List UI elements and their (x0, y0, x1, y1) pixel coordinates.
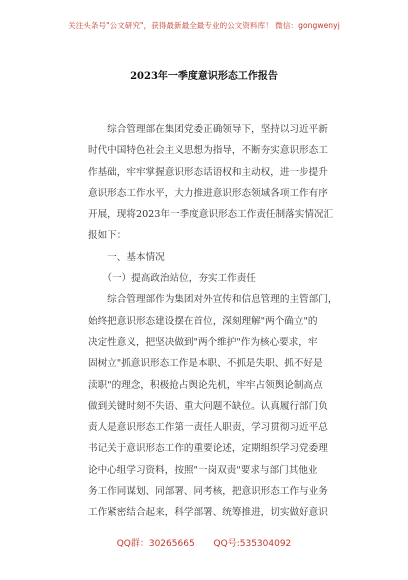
subsection-heading: （一）提高政治站位，夯实工作责任 (88, 273, 256, 285)
body-line: 务工作同谋划、同部署、同考核，把意识形态工作与业务 (88, 486, 328, 498)
body-line: 工作紧密结合起来，科学部署、统筹推进，切实做好意识 (88, 507, 328, 519)
body-line: 综合管理部作为集团对外宣传和信息管理的主管部门， (88, 294, 338, 306)
contact-footer (0, 536, 408, 549)
body-line: 书记关于意识形态工作的重要论述，定期组织学习党委理 (88, 443, 328, 455)
body-line: 开展，现将2023年一季度意识形态工作责任制落实情况汇 (88, 209, 334, 221)
body-line: 始终把意识形态建设摆在首位，深刻理解"两个确立"的 (88, 315, 318, 327)
promo-header: 关注头条号"公文研究"，获得最新最全最专业的公文资料库！ 微信：gongwenyj (68, 21, 340, 30)
body-line: 渎职"的理念，积极抢占舆论先机，牢牢占领舆论制高点 (88, 379, 323, 391)
section-heading: 一、基本情况 (88, 251, 165, 263)
body-line: 报如下： (88, 230, 127, 242)
body-line: 做到关键时刻不失语、重大问题不缺位。认真履行部门负 (88, 400, 328, 412)
body-line: 时代中国特色社会主义思想为指导，不断夯实意识形态工 (88, 145, 328, 157)
body-line: 固树立"抓意识形态工作是本职、不抓是失职、抓不好是 (88, 358, 323, 370)
body-line: 综合管理部在集团党委正确领导下，坚持以习近平新 (88, 124, 328, 135)
qq-number: QQ号:535304092 (213, 539, 292, 549)
document-body (88, 119, 356, 524)
body-line: 作基础，牢牢掌握意识形态话语权和主动权，进一步提升 (88, 166, 328, 178)
body-line: 意识形态工作水平，大力推进意识形态领域各项工作有序 (88, 187, 328, 199)
body-line: 责人是意识形态工作第一责任人职责，学习贯彻习近平总 (88, 422, 328, 434)
document-title: 2023年一季度意识形态工作报告 (130, 71, 278, 82)
body-line: 决定性意义，把坚决做到"两个维护"作为核心要求，牢 (88, 336, 318, 348)
body-line: 论中心组学习资料，按照"一岗双责"要求与部门其他业 (88, 464, 318, 476)
qq-group: QQ群：30265665 (116, 539, 195, 549)
